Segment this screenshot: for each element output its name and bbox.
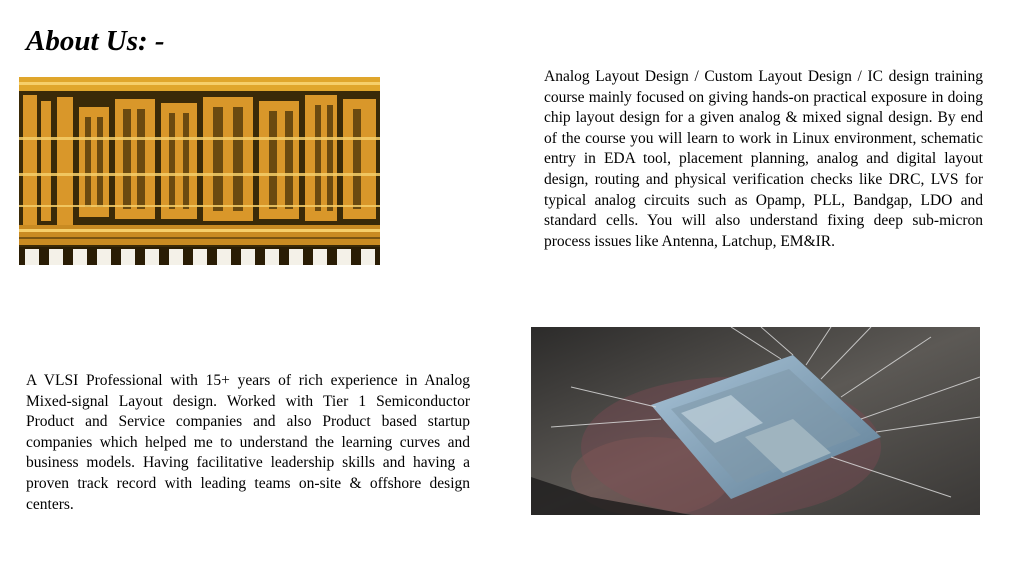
page-title: About Us: -: [26, 25, 165, 57]
chip-die-photo: [531, 327, 980, 515]
profile-paragraph: A VLSI Professional with 15+ years of rich experience in Analog Mixed-signal Layout design. Worked with Tier 1 Semiconductor Product and Service companies and also Product based startup companies which helped me to understand the learning curves and business models. Having facilitative leadership skills and having a proven track record with leading teams on-site & offshore design centers.: [26, 372, 470, 513]
intro-paragraph: Analog Layout Design / Custom Layout Design / IC design training course mainly focused on giving hands-on practical exposure in doing chip layout design for a given analog & mixed signal design. By end of the course you will learn to work in Linux environment, schematic entry in EDA tool, placement planning, analog and digital layout design, routing and physical verification checks like DRC, LVS for typical analog circuits such as Opamp, PLL, Bandgap, LDO and standard cells. You will also understand fixing deep sub-micron process issues like Antenna, Latchup, EM&IR.: [544, 68, 983, 250]
chip-layout-image: [19, 77, 380, 265]
